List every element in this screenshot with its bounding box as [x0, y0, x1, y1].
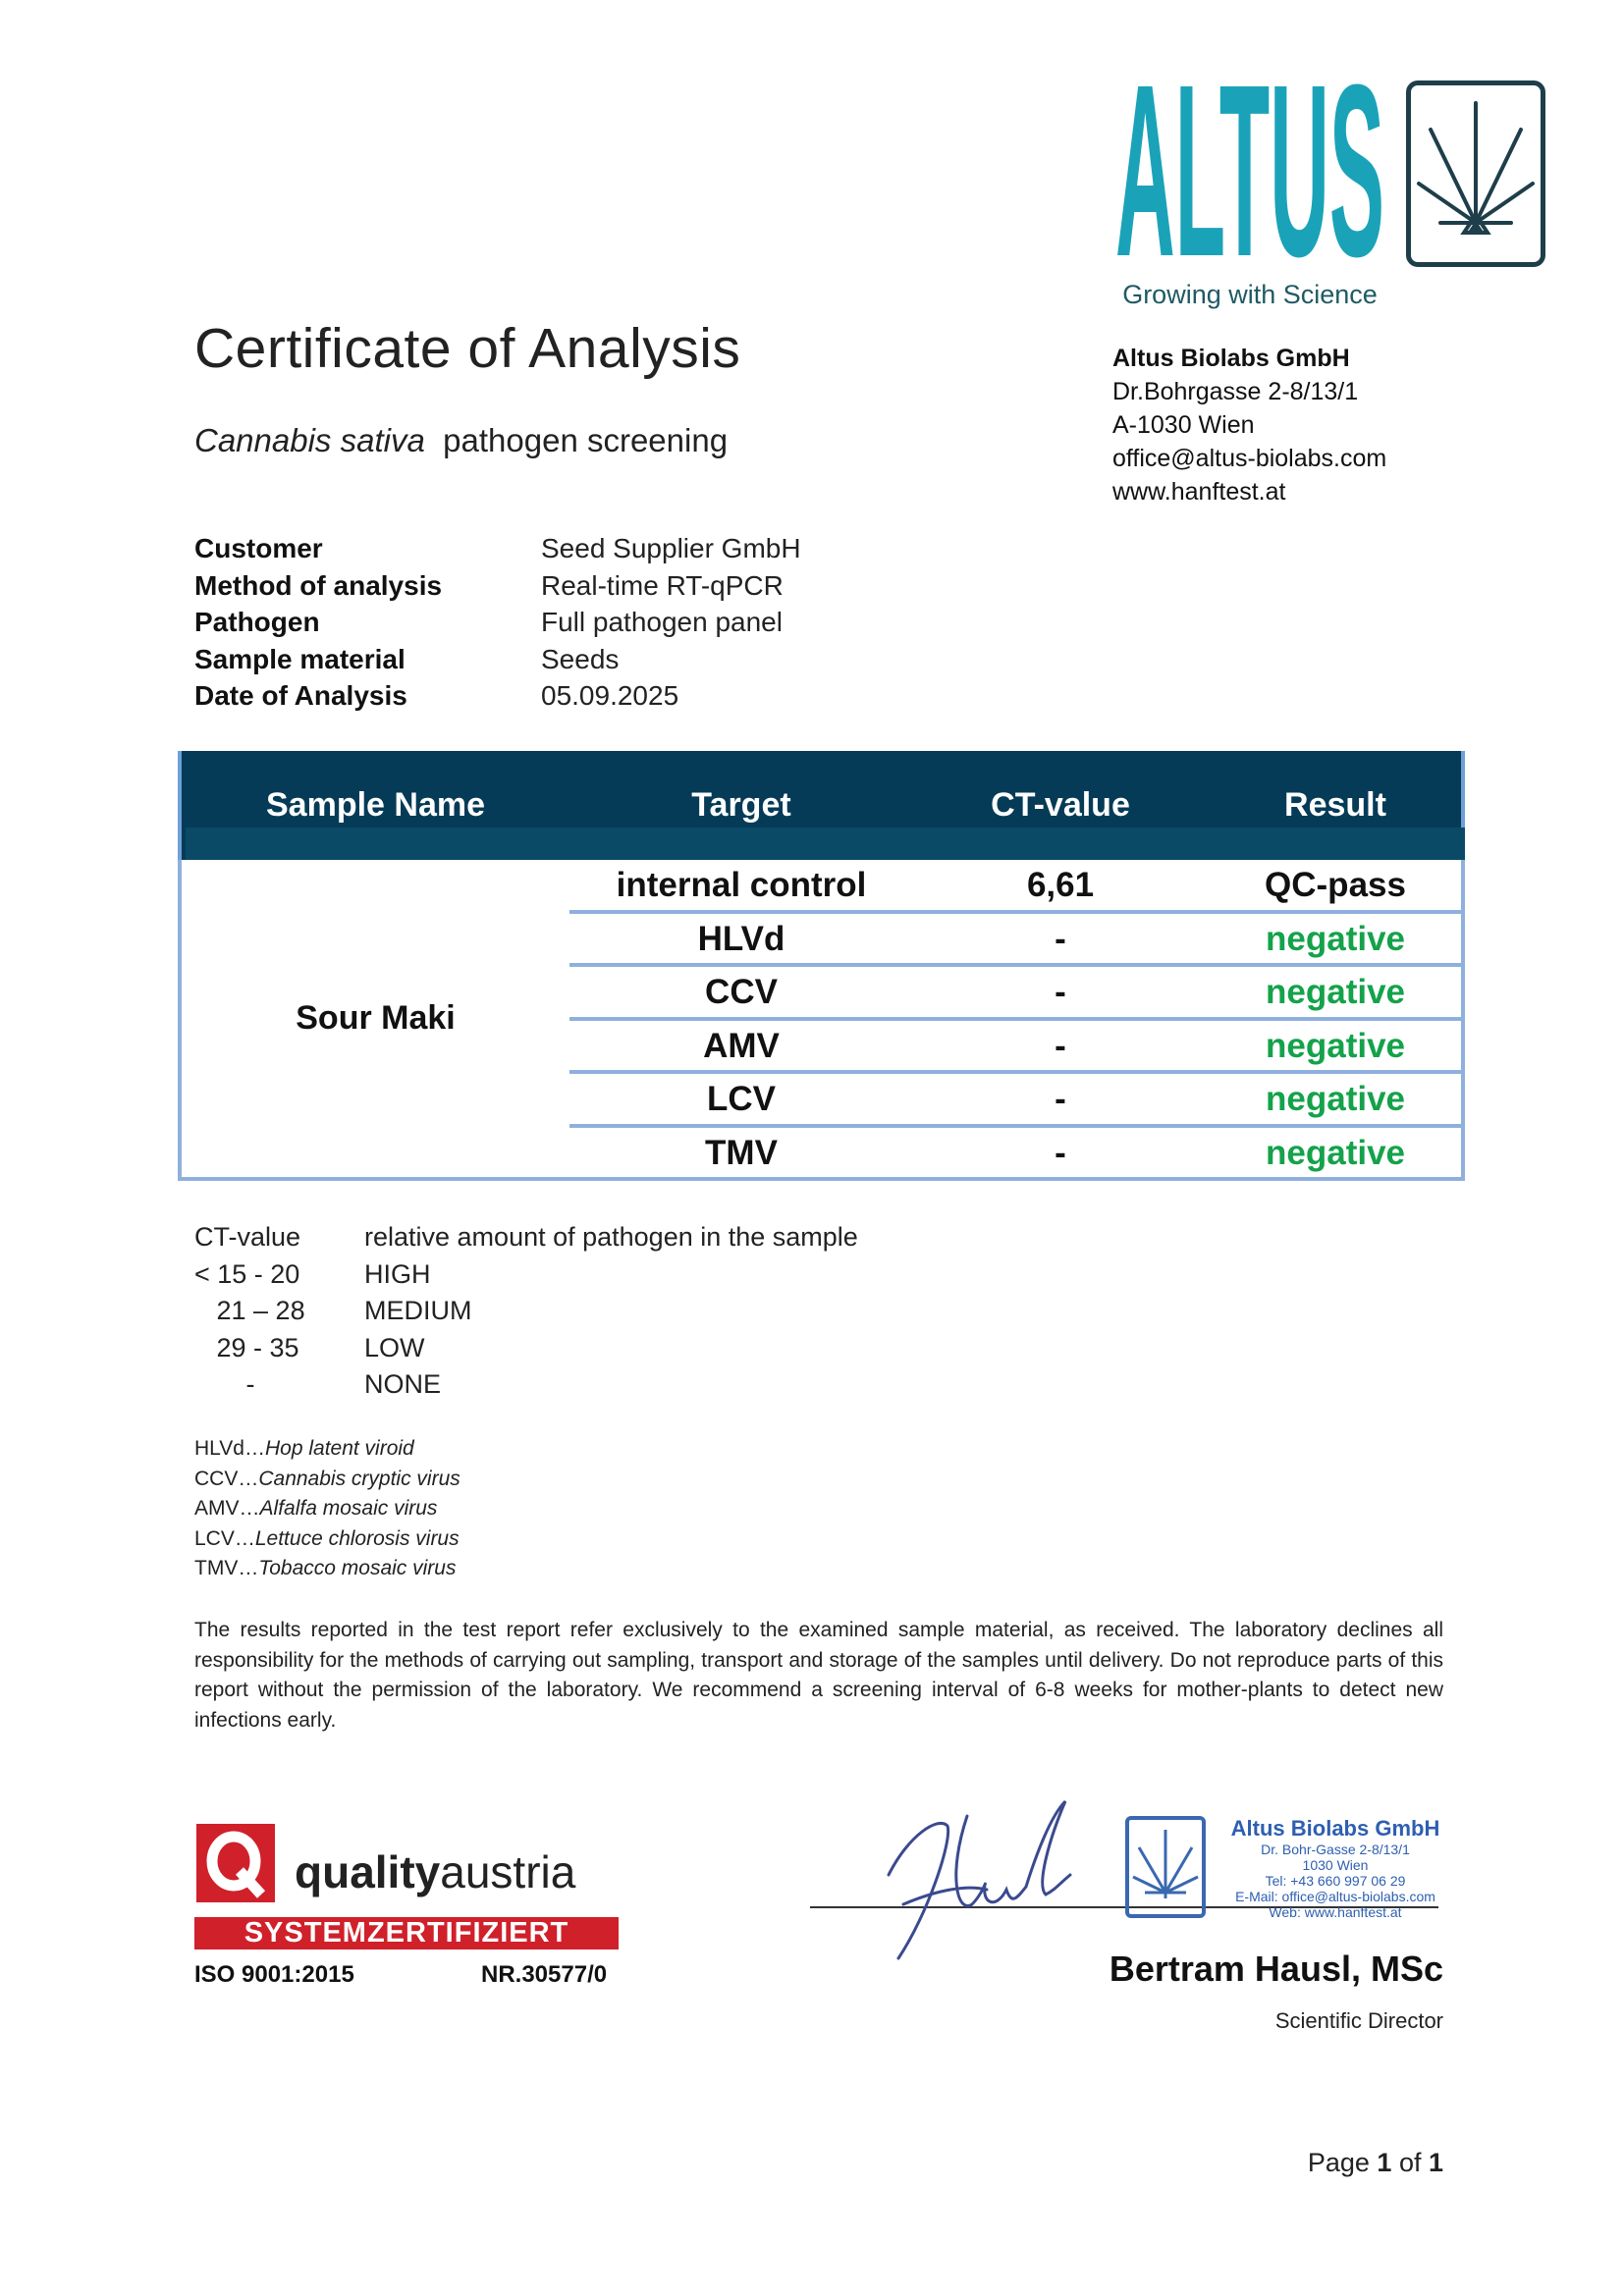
info-label: Customer: [194, 533, 323, 563]
target-cell: AMV: [703, 1026, 780, 1065]
abbreviation: HLVd…: [194, 1437, 265, 1460]
page-current: 1: [1377, 2148, 1392, 2177]
info-label: Date of Analysis: [194, 680, 407, 711]
target-cell: TMV: [705, 1133, 778, 1172]
ct-cell: 6,61: [1026, 866, 1095, 904]
stamp-company-name: Altus Biolabs GmbH: [1230, 1816, 1440, 1841]
sample-name-cell: Sour Maki: [296, 999, 456, 1037]
target-cell: HLVd: [697, 919, 785, 958]
result-cell: negative: [1266, 919, 1405, 958]
page-of: of: [1391, 2148, 1429, 2177]
company-website[interactable]: www.hanftest.at: [1112, 478, 1286, 506]
certification-band: SYSTEMZERTIFIZIERT: [194, 1917, 619, 1949]
certificate-number: NR.30577/0: [481, 1961, 608, 1988]
company-address: [1112, 342, 1386, 508]
table-row: [569, 1074, 1465, 1128]
result-cell: QC-pass: [1265, 866, 1406, 904]
logo-tagline: Growing with Science: [1122, 280, 1378, 309]
info-label: Sample material: [194, 643, 406, 674]
header-target: Target: [691, 786, 791, 824]
abbreviation-item: [194, 1465, 460, 1495]
abbreviation: AMV…: [194, 1497, 260, 1521]
quality-austria-wordmark: [295, 1845, 575, 1898]
page-total: 1: [1428, 2148, 1443, 2177]
legend-description: HIGH: [364, 1258, 431, 1289]
table-row: [569, 860, 1465, 914]
altus-logo-wordmark: [1113, 80, 1386, 265]
table-body: [178, 860, 1465, 1181]
cannabis-leaf-icon: [1406, 80, 1545, 267]
legend-range: < 15 - 20: [194, 1258, 300, 1289]
abbreviation-item: [194, 1554, 460, 1584]
ct-cell: -: [1055, 1080, 1066, 1118]
legend-description: NONE: [364, 1369, 442, 1399]
ct-cell: -: [1055, 919, 1066, 958]
abbreviation-full: Hop latent viroid: [264, 1437, 414, 1460]
abbreviation-list: [194, 1434, 460, 1584]
target-cell: CCV: [705, 973, 778, 1011]
company-name: Altus Biolabs GmbH: [1112, 345, 1350, 372]
result-cell: negative: [1266, 1026, 1405, 1065]
ct-cell: -: [1055, 973, 1066, 1011]
abbreviation: LCV…: [194, 1526, 255, 1550]
company-street: Dr.Bohrgasse 2-8/13/1: [1112, 378, 1359, 405]
abbreviation-full: Alfalfa mosaic virus: [259, 1497, 438, 1521]
signer-name: Bertram Hausl, MSc: [1109, 1949, 1443, 1989]
legend-range: CT-value: [194, 1222, 301, 1252]
legend-description: LOW: [364, 1332, 425, 1362]
company-stamp: [1218, 1816, 1453, 1920]
stamp-line: E-Mail: office@altus-biolabs.com: [1235, 1889, 1435, 1904]
stamp-line: Web: www.hanftest.at: [1269, 1904, 1402, 1920]
quality-word-rest: austria: [440, 1846, 576, 1897]
altus-logo-text: ALTUS: [1115, 80, 1384, 265]
page-number: [1178, 2148, 1443, 2178]
abbreviation-item: [194, 1524, 460, 1555]
company-city: A-1030 Wien: [1112, 411, 1255, 439]
stamp-cannabis-icon: [1125, 1816, 1206, 1918]
result-cell: negative: [1266, 973, 1405, 1011]
table-row: [569, 967, 1465, 1021]
abbreviation: TMV…: [194, 1557, 259, 1580]
stamp-line: Dr. Bohr-Gasse 2-8/13/1: [1261, 1842, 1410, 1857]
ct-cell: -: [1055, 1133, 1066, 1172]
results-table: [178, 751, 1465, 1181]
abbreviation-full: Lettuce chlorosis virus: [254, 1526, 460, 1550]
stamp-line: 1030 Wien: [1302, 1857, 1369, 1873]
info-value: Real-time RT-qPCR: [541, 569, 784, 601]
abbreviation-item: [194, 1434, 460, 1465]
info-label: Method of analysis: [194, 569, 443, 601]
abbreviation-full: Cannabis cryptic virus: [258, 1467, 460, 1490]
signer-role: Scientific Director: [1274, 2008, 1443, 2033]
info-label: Pathogen: [194, 607, 320, 637]
target-cell: LCV: [707, 1080, 776, 1118]
abbreviation-full: Tobacco mosaic virus: [258, 1557, 457, 1580]
header-sample-name: Sample Name: [266, 786, 485, 824]
table-row: [569, 1021, 1465, 1075]
header-result: Result: [1284, 786, 1386, 824]
result-cell: negative: [1266, 1133, 1405, 1172]
target-cell: internal control: [616, 866, 867, 904]
disclaimer-text: The results reported in the test report refer exclusively to the examined sample material, as received. The laboratory declines all responsibility for the methods of carrying out sampling, transport and storage of the samples until delivery. Do not reproduce parts of this report without the permission of the laboratory. We recommend a screening interval of 6-8 weeks for mother-plants to detect new infections early.: [194, 1619, 1443, 1732]
table-row: [569, 914, 1465, 968]
legend-range: -: [194, 1369, 255, 1399]
species-name: Cannabis sativa: [194, 422, 425, 458]
legend-description: relative amount of pathogen in the sample: [364, 1222, 858, 1252]
table-row: [569, 1128, 1465, 1182]
header-ct-value: CT-value: [991, 786, 1130, 824]
legend-range: 21 – 28: [194, 1296, 305, 1325]
info-value: Seeds: [541, 643, 620, 674]
info-value: 05.09.2025: [541, 680, 679, 711]
table-header: [178, 751, 1465, 860]
stamp-line: Tel: +43 660 997 06 29: [1265, 1873, 1406, 1889]
legend-range: 29 - 35: [194, 1332, 299, 1362]
abbreviation-item: [194, 1494, 460, 1524]
header-stripe: [186, 828, 1465, 860]
info-value: Full pathogen panel: [541, 607, 783, 637]
handwritten-signature: [879, 1796, 1075, 1968]
document-title: Certificate of Analysis: [194, 317, 741, 380]
legend-description: MEDIUM: [364, 1296, 472, 1325]
result-cell: negative: [1266, 1080, 1405, 1118]
company-email[interactable]: office@altus-biolabs.com: [1112, 445, 1387, 472]
page-prefix: Page: [1307, 2148, 1378, 2177]
subtitle-rest: pathogen screening: [443, 422, 729, 458]
abbreviation: CCV…: [194, 1467, 259, 1490]
ct-cell: -: [1055, 1026, 1066, 1065]
quality-word-bold: quality: [295, 1846, 441, 1897]
info-value: Seed Supplier GmbH: [541, 533, 801, 563]
quality-austria-q-logo: [196, 1824, 275, 1902]
document-subtitle: [194, 422, 728, 459]
iso-standard: ISO 9001:2015: [194, 1961, 354, 1988]
